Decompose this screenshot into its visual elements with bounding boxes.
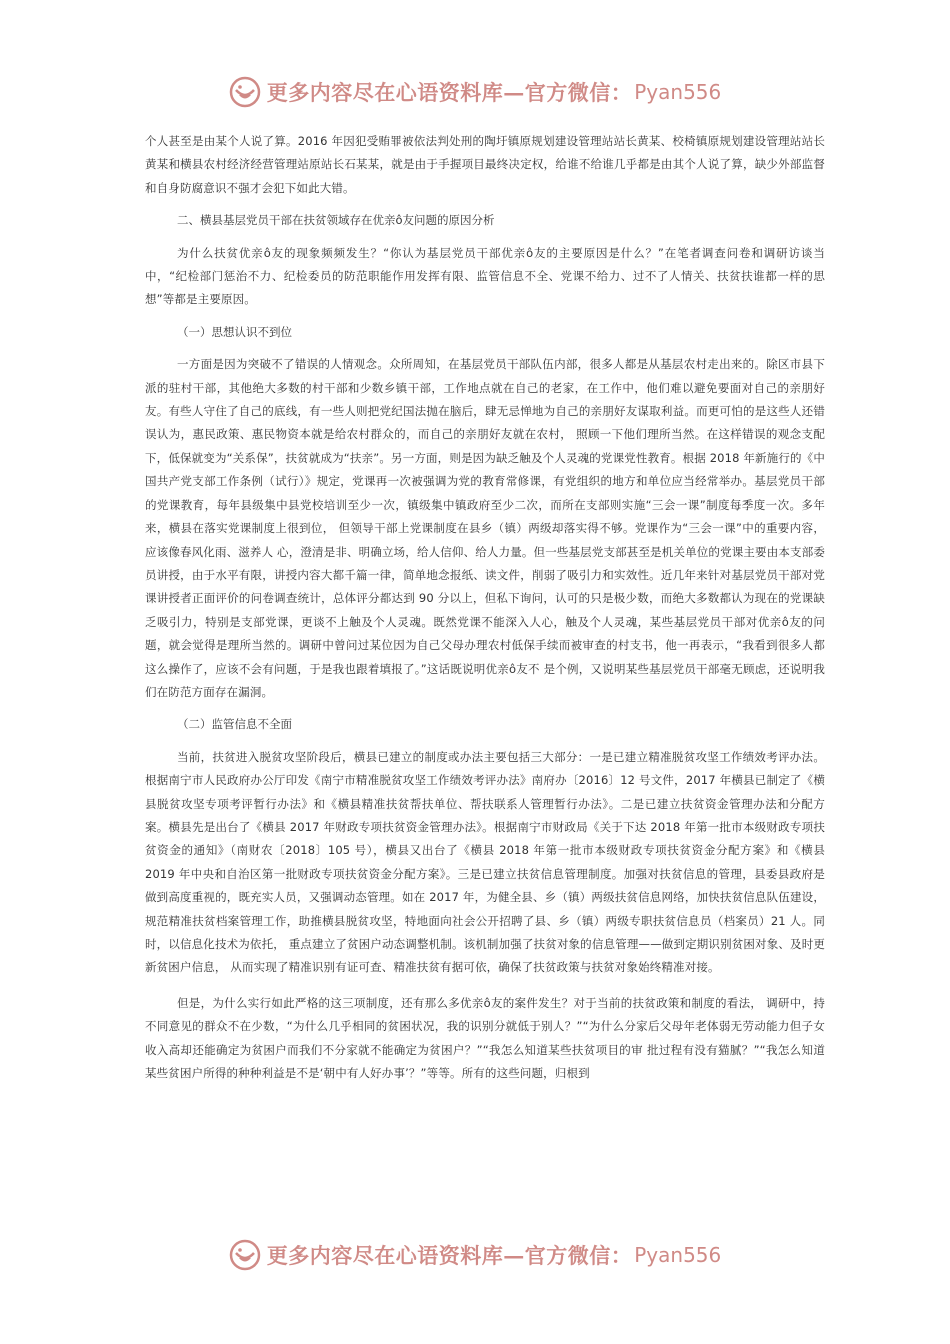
- mouth-logo-icon: [229, 76, 261, 108]
- document-body: [145, 130, 825, 1085]
- banner-text: 更多内容尽在心语资料库—官方微信：: [266, 80, 633, 105]
- paragraph: 为什么扶贫优亲ô友的现象频频发生？“你认为基层党员干部优亲ô友的主要原因是什么？”在笔者调查问卷和调研访谈当中，“纪检部门惩治不力、纪检委员的防范职能作用发挥有限、监管信息不全、党课不给力、过不了人情关、扶贫扶谁都一样的思想”等都是主要原因。: [145, 245, 825, 307]
- subsection-heading: （一）思想认识不到位: [177, 324, 292, 339]
- banner-wechat-id: Pyan556: [634, 80, 722, 104]
- paragraph: 个人甚至是由某个人说了算。2016 年因犯受贿罪被依法判处刑的陶圩镇原规划建设管理站站长黄某、校椅镇原规划建设管理站站长黄某和横县农村经济经营管理站原站长石某某，就是由于手握项目最终决定权，给谁不给谁几乎都是由其个人说了算，缺少外部监督和自身防腐意识不强才会犯下如此大错。: [145, 134, 825, 195]
- footer-watermark-banner: [0, 1235, 950, 1275]
- section-heading: 二、横县基层党员干部在扶贫领域存在优亲ô友问题的原因分析: [177, 213, 495, 228]
- banner-wechat-id: Pyan556: [634, 1243, 722, 1267]
- subsection-heading: （二）监管信息不全面: [177, 717, 292, 732]
- banner-text: 更多内容尽在心语资料库—官方微信：: [266, 1243, 633, 1268]
- header-watermark-banner: [0, 72, 950, 112]
- paragraph: 但是，为什么实行如此严格的这三项制度，还有那么多优亲ô友的案件发生？对于当前的扶贫政策和制度的看法， 调研中，持不同意见的群众不在少数，“为什么几乎相同的贫困状况，我的识别分就低于别人？”“为什么分家后父母年老体弱无劳动能力但子女收入高却还能确定为贫困户而我们不分家就不能确定为贫困户？”“我怎么知道某些扶贫项目的审 批过程有没有猫腻？”“我怎么知道某些贫困户所得的种种利益是不是‘朝中有人好办事’？”等等。所有的这些问题，归根到: [145, 995, 825, 1081]
- paragraph: 一方面是因为突破不了错误的人情观念。众所周知，在基层党员干部队伍内部，很多人都是从基层农村走出来的。除区市县下派的驻村干部，其他绝大多数的村干部和少数乡镇干部，工作地点就在自己的老家，在工作中，他们难以避免要面对自己的亲朋好友。有些人守住了自己的底线，有一些人则把党纪国法抛在脑后，肆无忌惮地为自己的亲朋好友谋取利益。而更可怕的是这些人还错误认为，惠民政策、惠民物资本就是给农村群众的，而自己的亲朋好友就在农村， 照顾一下他们理所当然。在这样错误的观念支配下，低保就变为“关系保”，扶贫就成为“扶亲”。另一方面，则是因为缺乏触及个人灵魂的党课党性教育。根据 2018 年新施行的《中国共产党支部工作条例（试行）》规定，党课再一次被强调为党的教育常修课，有党组织的地方和单位应当经常举办。基层党员干部的党课教育，每年县级集中县党校培训至少一次，镇级集中镇政府至少二次，而所在支部则实施“三会一课”制度每季度一次。多年来，横县在落实党课制度上很到位， 但领导干部上党课制度在县乡（镇）两级却落实得不够。党课作为“三会一课”中的重要内容，应该像春风化雨、滋养人 心，澄清是非、明确立场，给人信仰、给人力量。但一些基层党支部甚至是机关单位的党课主要由本支部委员讲授，由于水平有限，讲授内容大都千篇一律，简单地念报纸、读文件，削弱了吸引力和实效性。近几年来针对基层党员干部对党课讲授者正面评价的问卷调查统计，总体评分都达到 90 分以上，但私下询问，认可的只是极少数，而绝大多数都认为现在的党课缺乏吸引力，特别是支部党课，更谈不上触及个人灵魂。既然党课不能深入人心，触及个人灵魂，某些基层党员干部对优亲ô友的问题，就会觉得是理所当然的。调研中曾问过某位因为自己父母办理农村低保手续而被审查的村支书，他一再表示，“我看到很多人都这么操作了，应该不会有问题，于是我也跟着填报了。”这话既说明优亲ô友不 是个例，又说明某些基层党员干部毫无顾虑，还说明我们在防范方面存在漏洞。: [145, 357, 825, 699]
- paragraph: 当前，扶贫进入脱贫攻坚阶段后，横县已建立的制度或办法主要包括三大部分：一是已建立精准脱贫攻坚工作绩效考评办法。根据南宁市人民政府办公厅印发《南宁市精准脱贫攻坚工作绩效考评办法》南府办〔2016〕12 号文件，2017 年横县已制定了《横县脱贫攻坚专项考评暂行办法》和《横县精准扶贫帮扶单位、帮扶联系人管理暂行办法》。二是已建立扶贫资金管理办法和分配方案。横县先是出台了《横县 2017 年财政专项扶贫资金管理办法》。根据南宁市财政局《关于下达 2018 年第一批市本级财政专项扶贫资金的通知》（南财农〔2018〕105 号），横县又出台了《横县 2018 年第一批市本级财政专项扶贫资金分配方案》和《横县 2019 年中央和自治区第一批财政专项扶贫资金分配方案》。三是已建立扶贫信息管理制度。加强对扶贫信息的管理，县委县政府是做到高度重视的，既充实人员，又强调动态管理。如在 2017 年，为健全县、乡（镇）两级扶贫信息网络，加快扶贫信息队伍建设，规范精准扶贫档案管理工作，助推横县脱贫攻坚，特地面向社会公开招聘了县、乡（镇）两级专职扶贫信息员（档案员）21 人。同时，以信息化技术为依托， 重点建立了贫困户动态调整机制。该机制加强了扶贫对象的信息管理——做到定期识别贫困对象、及时更新贫困户信息， 从而实现了精准识别有证可查、精准扶贫有据可依，确保了扶贫政策与扶贫对象始终精准对接。: [145, 749, 825, 975]
- mouth-logo-icon: [229, 1239, 261, 1271]
